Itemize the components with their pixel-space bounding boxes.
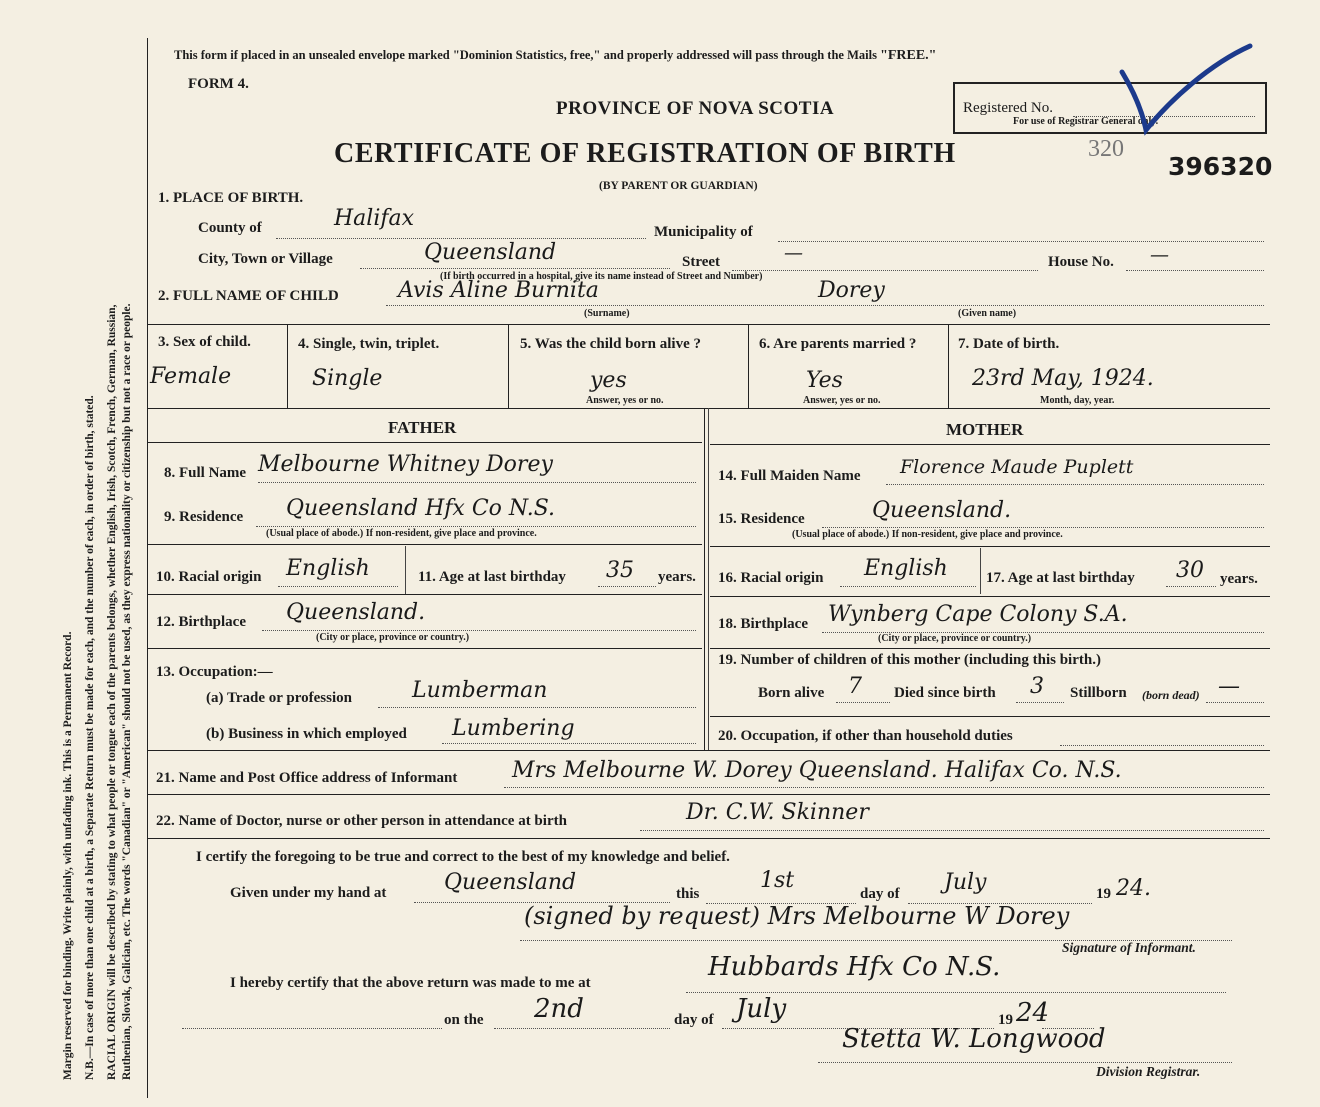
mother-age-label: 17. Age at last birthday <box>986 570 1135 586</box>
died-label: Died since birth <box>894 685 996 701</box>
place-of-birth-heading: 1. PLACE OF BIRTH. <box>158 190 304 206</box>
margin-line-4: Ruthenian, Slovak, Galician, etc. The words "Canadian" or "American" should not be used, as they express nationality or citizenship but not a race or people. <box>121 303 133 1080</box>
house-number-label: House No. <box>1048 254 1114 270</box>
birth-date-note: Month, day, year. <box>1040 395 1115 406</box>
father-name-label: 8. Full Name <box>164 465 247 481</box>
registrar-day-of-label: day of <box>674 1012 714 1028</box>
county-value: Halifax <box>334 206 415 231</box>
registrar-day: 2nd <box>534 994 584 1024</box>
father-name-value: Melbourne Whitney Dorey <box>258 452 553 477</box>
informant-value: Mrs Melbourne W. Dorey Queensland. Halifax Co. N.S. <box>512 758 1122 783</box>
married-question: 6. Are parents married ? <box>759 336 917 352</box>
page-subtitle: (BY PARENT OR GUARDIAN) <box>599 180 758 192</box>
father-racial-label: 10. Racial origin <box>156 569 262 585</box>
child-name-label: 2. FULL NAME OF CHILD <box>158 288 339 304</box>
sex-value: Female <box>150 364 232 389</box>
certify-statement: I certify the foregoing to be true and correct to the best of my knowledge and belief. <box>196 849 730 865</box>
form-number: FORM 4. <box>188 76 249 92</box>
informant-signature: (signed by request) Mrs Melbourne W Dorey <box>524 902 1070 930</box>
page-title: CERTIFICATE OF REGISTRATION OF BIRTH <box>334 138 956 169</box>
stillborn-note: (born dead) <box>1142 688 1200 702</box>
registrar-year-prefix: 19 <box>998 1012 1013 1028</box>
house-number-value: — <box>1150 244 1169 266</box>
mother-birthplace-value: Wynberg Cape Colony S.A. <box>828 602 1128 627</box>
child-surname: Dorey <box>818 278 885 303</box>
father-birthplace-label: 12. Birthplace <box>156 614 246 630</box>
margin-rule <box>147 38 148 1098</box>
stillborn-count: — <box>1218 674 1240 699</box>
father-residence-note: (Usual place of abode.) If non-resident, give place and province. <box>266 528 537 539</box>
check-mark-icon <box>1100 40 1260 140</box>
street-value: — <box>784 242 803 264</box>
father-business-value: Lumbering <box>452 716 575 741</box>
mother-name-label: 14. Full Maiden Name <box>718 468 861 484</box>
certify-year: 24. <box>1116 876 1151 901</box>
certify-year-prefix: 19 <box>1096 886 1111 902</box>
father-birthplace-note: (City or place, province or country.) <box>316 632 470 643</box>
birth-date-value: 23rd May, 1924. <box>972 366 1154 391</box>
married-note: Answer, yes or no. <box>803 395 881 406</box>
father-birthplace-value: Queensland. <box>286 600 426 625</box>
born-alive-question: 5. Was the child born alive ? <box>520 336 701 352</box>
born-alive-value: yes <box>590 368 627 393</box>
county-label: County of <box>198 220 262 236</box>
father-racial-value: English <box>286 556 370 581</box>
margin-notes <box>0 0 150 1107</box>
children-count-label: 19. Number of children of this mother (including this birth.) <box>718 652 1101 668</box>
mother-residence-label: 15. Residence <box>718 511 805 527</box>
given-under-label: Given under my hand at <box>230 885 387 901</box>
doctor-label: 22. Name of Doctor, nurse or other person in attendance at birth <box>156 813 567 829</box>
division-registrar-label: Division Registrar. <box>1096 1064 1201 1079</box>
certify-day: 1st <box>760 868 795 893</box>
plurality-value: Single <box>312 366 383 391</box>
mother-birthplace-note: (City or place, province or country.) <box>878 633 1032 644</box>
sex-label: 3. Sex of child. <box>158 334 251 350</box>
given-name-note: (Given name) <box>958 308 1017 319</box>
title-stamp: 320 <box>1088 136 1124 162</box>
stillborn-label: Stillborn <box>1070 685 1127 701</box>
father-heading: FATHER <box>388 418 457 437</box>
city-label: City, Town or Village <box>198 251 333 267</box>
father-occupation-label: 13. Occupation:— <box>156 664 273 680</box>
mother-residence-note: (Usual place of abode.) If non-resident, give place and province. <box>792 529 1063 540</box>
registrar-on-label: on the <box>444 1012 484 1028</box>
father-trade-value: Lumberman <box>412 678 548 703</box>
certify-place: Queensland <box>444 870 577 895</box>
this-label: this <box>676 886 700 902</box>
father-trade-label: (a) Trade or profession <box>206 690 352 706</box>
margin-line-1: Margin reserved for binding. Write plainly, with unfading ink. This is a Permanent Record. <box>62 631 74 1080</box>
municipality-label: Municipality of <box>654 224 753 240</box>
registration-number: 396320 <box>1168 152 1273 181</box>
father-residence-value: Queensland Hfx Co N.S. <box>286 496 556 521</box>
father-residence-label: 9. Residence <box>164 509 244 525</box>
informant-label: 21. Name and Post Office address of Informant <box>156 770 458 786</box>
margin-line-3: RACIAL ORIGIN will be described by stating to what people or tongue each of the parents belongs, whether English, Irish, Scotch, French, German, Russian, <box>106 304 118 1080</box>
plurality-label: 4. Single, twin, triplet. <box>298 336 440 352</box>
mother-name-value: Florence Maude Puplett <box>900 456 1134 478</box>
father-age-value: 35 <box>606 558 634 583</box>
mother-years-label: years. <box>1220 571 1258 587</box>
mother-heading: MOTHER <box>946 420 1024 439</box>
registrar-year: 24 <box>1016 998 1050 1028</box>
mailing-notice: This form if placed in an unsealed envelope marked "Dominion Statistics, free," and properly addressed will pass through the Mails "FREE." <box>174 48 937 63</box>
hospital-note: (If birth occurred in a hospital, give its name instead of Street and Number) <box>440 271 763 282</box>
mother-racial-label: 16. Racial origin <box>718 570 824 586</box>
died-count: 3 <box>1030 674 1044 699</box>
mother-residence-value: Queensland. <box>872 498 1012 523</box>
province-heading: PROVINCE OF NOVA SCOTIA <box>556 98 835 119</box>
registered-label: Registered No. <box>963 100 1053 116</box>
certify-day-of-label: day of <box>860 886 900 902</box>
registrar-month: July <box>736 994 787 1024</box>
father-business-label: (b) Business in which employed <box>206 726 407 742</box>
registrar-place: Hubbards Hfx Co N.S. <box>708 952 1001 982</box>
birth-date-label: 7. Date of birth. <box>958 336 1060 352</box>
certify-month: July <box>944 870 987 895</box>
born-alive-note: Answer, yes or no. <box>586 395 664 406</box>
margin-line-2: N.B.—In case of more than one child at a birth, a Separate Return must be made for each, and the number of each, in order of birth, stated. <box>84 395 96 1080</box>
married-value: Yes <box>806 368 843 393</box>
doctor-value: Dr. C.W. Skinner <box>686 800 869 825</box>
city-value: Queensland <box>424 240 557 265</box>
surname-note: (Surname) <box>584 308 630 319</box>
street-label: Street <box>682 254 721 270</box>
mother-birthplace-label: 18. Birthplace <box>718 616 808 632</box>
registrar-statement: I hereby certify that the above return was made to me at <box>230 975 591 991</box>
father-age-label: 11. Age at last birthday <box>418 569 566 585</box>
mother-age-value: 30 <box>1176 558 1204 583</box>
born-alive-count: 7 <box>848 674 862 699</box>
informant-signature-label: Signature of Informant. <box>1062 940 1196 955</box>
born-alive-label: Born alive <box>758 685 825 701</box>
mother-occupation-label: 20. Occupation, if other than household duties <box>718 728 1013 744</box>
registrar-signature: Stetta W. Longwood <box>842 1024 1106 1054</box>
child-given-names: Avis Aline Burnita <box>398 278 599 303</box>
father-years-label: years. <box>658 569 696 585</box>
registrar-use-note: For use of Registrar General only. <box>1013 116 1159 127</box>
mother-racial-value: English <box>864 556 948 581</box>
